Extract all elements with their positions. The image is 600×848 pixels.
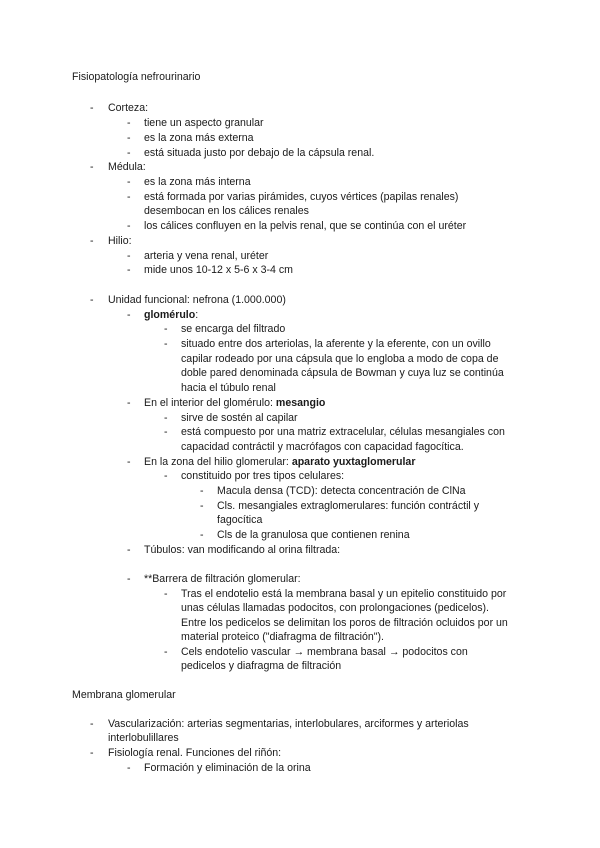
bullet-dash: - — [90, 718, 94, 730]
list-item-continuation: hacia el túbulo renal — [181, 382, 276, 394]
list-item: Cls. mesangiales extraglomerulares: función contráctil y — [217, 500, 480, 512]
bullet-dash: - — [164, 426, 168, 438]
list-item: arteria y vena renal, uréter — [144, 250, 269, 262]
list-item-continuation: unas células llamadas podocitos, con prolongaciones (pedicelos). — [181, 602, 489, 614]
list-item: está formada por varias pirámides, cuyos vértices (papilas renales) — [144, 191, 459, 203]
bullet-dash: - — [200, 485, 204, 497]
mesangio-label: mesangio — [275, 397, 326, 409]
list-item-continuation: pedicelos y diafragma de filtración — [181, 660, 342, 672]
list-item: Macula densa (TCD): detecta concentración de ClNa — [217, 485, 466, 497]
list-item-continuation: capacidad contráctil y macrófagos con capacidad fagocítica. — [181, 441, 464, 453]
list-item-continuation: interlobulillares — [108, 732, 179, 744]
list-item: se encarga del filtrado — [181, 323, 286, 335]
mesangio-prefix: En el interior del glomérulo: — [144, 397, 276, 409]
mesangio-heading — [144, 396, 325, 410]
bullet-dash: - — [127, 264, 131, 276]
bullet-dash: - — [164, 470, 168, 482]
bullet-dash: - — [127, 117, 131, 129]
list-item: constituido por tres tipos celulares: — [181, 470, 345, 482]
aparato-heading — [144, 455, 415, 469]
bullet-dash: - — [127, 544, 131, 556]
list-item: mide unos 10-12 x 5-6 x 3-4 cm — [144, 264, 293, 276]
list-item: tiene un aspecto granular — [144, 117, 264, 129]
section-heading-medula: Médula: — [108, 161, 146, 173]
glomerulo-suffix: : — [195, 309, 199, 321]
bullet-dash: - — [127, 220, 131, 232]
bullet-dash: - — [127, 573, 131, 585]
bullet-dash: - — [127, 176, 131, 188]
glomerulo-label: glomérulo — [144, 309, 196, 321]
list-item-continuation: capilar rodeado por una cápsula que lo engloba a modo de copa de — [181, 353, 499, 365]
bullet-dash: - — [90, 235, 94, 247]
list-item: Formación y eliminación de la orina — [144, 762, 311, 774]
bullet-dash: - — [127, 132, 131, 144]
list-item-continuation: material proteico ("diafragma de filtración"). — [181, 631, 384, 643]
bullet-dash: - — [127, 397, 131, 409]
list-item: es la zona más interna — [144, 176, 251, 188]
list-item-continuation: doble pared denominada cápsula de Bowman y cuya luz se continúa — [181, 367, 504, 379]
list-item: Cels endotelio vascular → membrana basal → podocitos con — [181, 646, 468, 658]
bullet-dash: - — [127, 147, 131, 159]
bullet-dash: - — [127, 250, 131, 262]
bullet-dash: - — [90, 102, 94, 114]
bullet-dash: - — [164, 338, 168, 350]
bullet-dash: - — [90, 294, 94, 306]
bullet-dash: - — [200, 529, 204, 541]
bullet-dash: - — [200, 500, 204, 512]
list-item: es la zona más externa — [144, 132, 254, 144]
list-item: Túbulos: van modificando al orina filtrada: — [144, 544, 341, 556]
page-title: Fisiopatología nefrourinario — [72, 71, 201, 83]
list-item: Vascularización: arterias segmentarias, interlobulares, arciformes y arteriolas — [108, 718, 469, 730]
bullet-dash: - — [127, 762, 131, 774]
section-title-membrana: Membrana glomerular — [72, 689, 176, 701]
bullet-dash: - — [127, 456, 131, 468]
bullet-dash: - — [127, 309, 131, 321]
list-item: Fisiología renal. Funciones del riñón: — [108, 747, 282, 759]
list-item: está compuesto por una matriz extracelular, células mesangiales con — [181, 426, 505, 438]
aparato-label: aparato yuxtaglomerular — [291, 456, 416, 468]
bullet-dash: - — [164, 646, 168, 658]
section-heading-hilio: Hilio: — [108, 235, 132, 247]
bullet-dash: - — [164, 588, 168, 600]
list-item: Tras el endotelio está la membrana basal y un epitelio constituido por — [181, 588, 507, 600]
list-item-continuation: fagocítica — [217, 514, 263, 526]
list-item: situado entre dos arteriolas, la aferente y la eferente, con un ovillo — [181, 338, 491, 350]
bullet-dash: - — [127, 191, 131, 203]
list-item: los cálices confluyen en la pelvis renal, que se continúa con el uréter — [144, 220, 467, 232]
list-item: está situada justo por debajo de la cápsula renal. — [144, 147, 375, 159]
aparato-prefix: En la zona del hilio glomerular: — [144, 456, 292, 468]
list-item-continuation: desembocan en los cálices renales — [144, 205, 309, 217]
glomerulo-heading — [144, 308, 198, 322]
bullet-dash: - — [90, 161, 94, 173]
list-item: **Barrera de filtración glomerular: — [144, 573, 301, 585]
section-heading-corteza: Corteza: — [108, 102, 149, 114]
bullet-dash: - — [90, 747, 94, 759]
list-item-continuation: Entre los pedicelos se delimitan los poros de filtración ocluidos por un — [181, 617, 508, 629]
bullet-dash: - — [164, 323, 168, 335]
list-item: sirve de sostén al capilar — [181, 412, 298, 424]
section-heading-unidad: Unidad funcional: nefrona (1.000.000) — [108, 294, 286, 306]
bullet-dash: - — [164, 412, 168, 424]
list-item: Cls de la granulosa que contienen renina — [217, 529, 410, 541]
